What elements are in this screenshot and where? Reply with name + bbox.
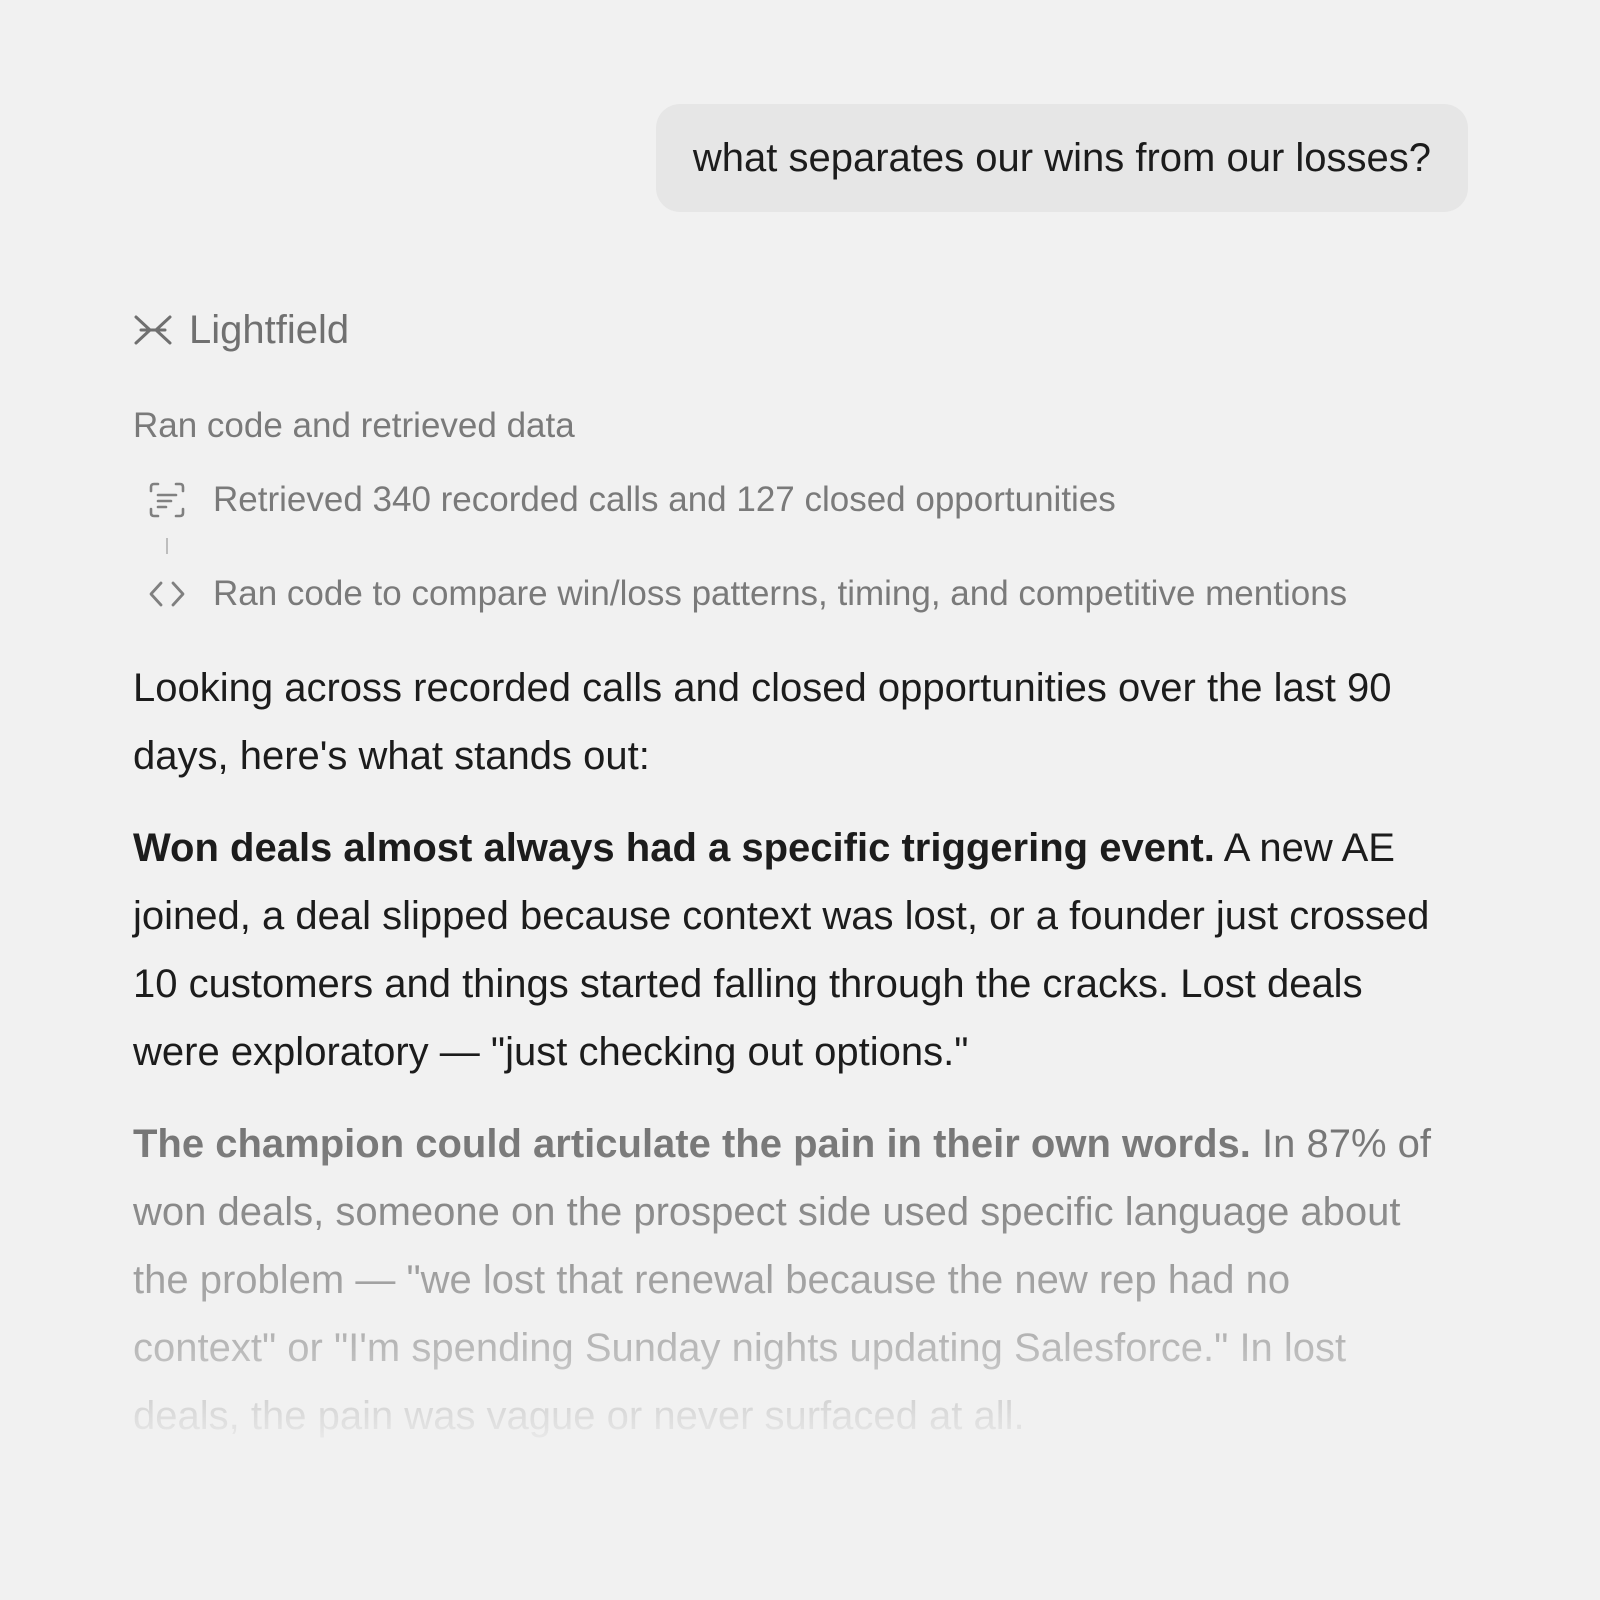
assistant-response [133,300,1453,1474]
step-label: Retrieved 340 recorded calls and 127 closed opportunities [213,480,1116,519]
step-run-code[interactable] [133,568,1453,620]
lightfield-logo-icon [133,310,173,350]
answer-intro: Looking across recorded calls and closed opportunities over the last 90 days, here's what stands out: [133,666,1392,778]
answer-body [133,654,1433,1450]
answer-point-body: A new AE joined, a deal slipped because context was lost, or a founder just crossed 10 customers and things started falling through the cracks. Lost deals were exploratory — "just checking out options." [133,826,1430,1074]
answer-point-heading: The champion could articulate the pain in their own words. [133,1122,1251,1166]
answer-point [133,1110,1433,1450]
answer-point [133,814,1433,1086]
answer-point-heading: Won deals almost always had a specific triggering event. [133,826,1215,870]
document-scan-icon [145,478,189,522]
assistant-header [133,300,1453,360]
answer-point-body: In 87% of won deals, someone on the prospect side used specific language about the problem — "we lost that renewal because the new rep had no context" or "I'm spending Sunday nights updating Salesforce." In lost deals, the pain was vague or never surfaced at all. [133,1122,1432,1438]
step-connector [166,538,168,554]
step-retrieve-data[interactable] [133,474,1453,526]
user-message-bubble [656,104,1468,212]
assistant-name: Lightfield [189,307,350,352]
user-message-text: what separates our wins from our losses? [692,135,1431,180]
step-label: Ran code to compare win/loss patterns, timing, and competitive mentions [213,574,1348,613]
code-icon [145,572,189,616]
steps-summary-toggle[interactable]: Ran code and retrieved data [133,406,575,445]
